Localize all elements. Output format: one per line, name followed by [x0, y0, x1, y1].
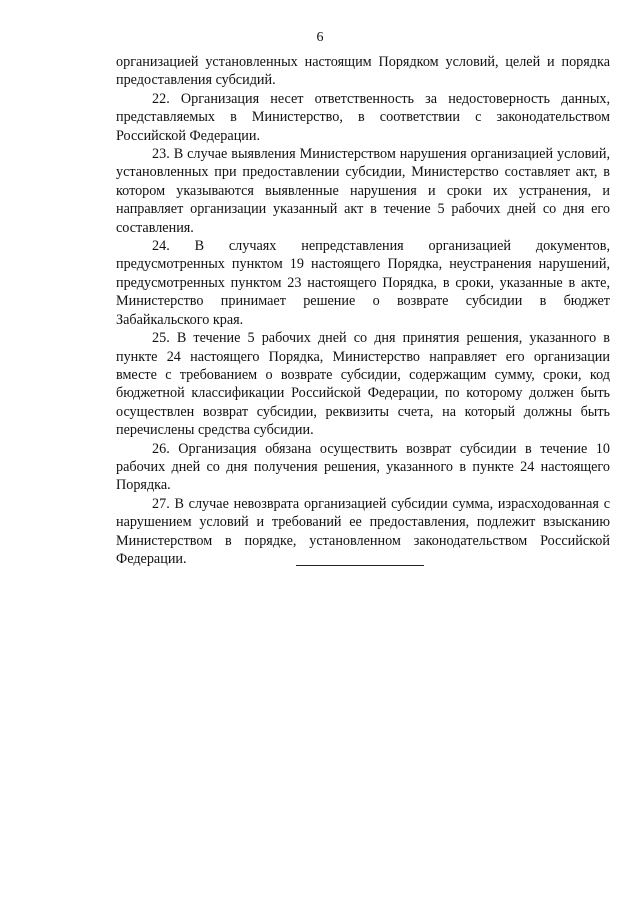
paragraph-22: 22. Организация несет ответственность за недостоверность данных, представляемых в Министерство, в соответствии с законодательством Российской Федерации. — [116, 90, 610, 144]
end-of-document-rule — [296, 565, 424, 566]
document-body — [116, 53, 610, 568]
paragraph-continuation: организацией установленных настоящим Порядком условий, целей и порядка предоставления субсидий. — [116, 54, 610, 89]
paragraph-24: 24. В случаях непредставления организацией документов, предусмотренных пунктом 19 настоящего Порядка, неустранения нарушений, предусмотренных пунктом 23 настоящего Порядка, в сроки, указанные в акте, Министерство принимает решение о возврате субсидии в бюджет Забайкальского края. — [116, 238, 610, 328]
page-number: 6 — [316, 30, 324, 45]
paragraph-27: 27. В случае невозврата организацией субсидии сумма, израсходованная с нарушением условий и требований ее предоставления, подлежит взысканию Министерством в порядке, установленном законодательством Российской Федерации. — [116, 495, 610, 567]
paragraph-23: 23. В случае выявления Министерством нарушения организацией условий, установленных при предоставлении субсидии, Министерство составляет акт, в котором указываются выявленные нарушения и сроки их устранения, и направляет организации указанный акт в течение 5 рабочих дней со дня его составления. — [116, 146, 610, 236]
paragraph-26: 26. Организация обязана осуществить возврат субсидии в течение 10 рабочих дней со дня получения решения, указанного в пункте 24 настоящего Порядка. — [116, 440, 610, 494]
paragraph-25: 25. В течение 5 рабочих дней со дня принятия решения, указанного в пункте 24 настоящего Порядка, Министерство направляет его организации вместе с требованием о возврате субсидии, содержащим сумму, сроки, код бюджетной классификации Российской Федерации, по которому должен быть осуществлен возврат субсидии, реквизиты счета, на который должны быть перечислены средства субсидии. — [116, 330, 610, 439]
